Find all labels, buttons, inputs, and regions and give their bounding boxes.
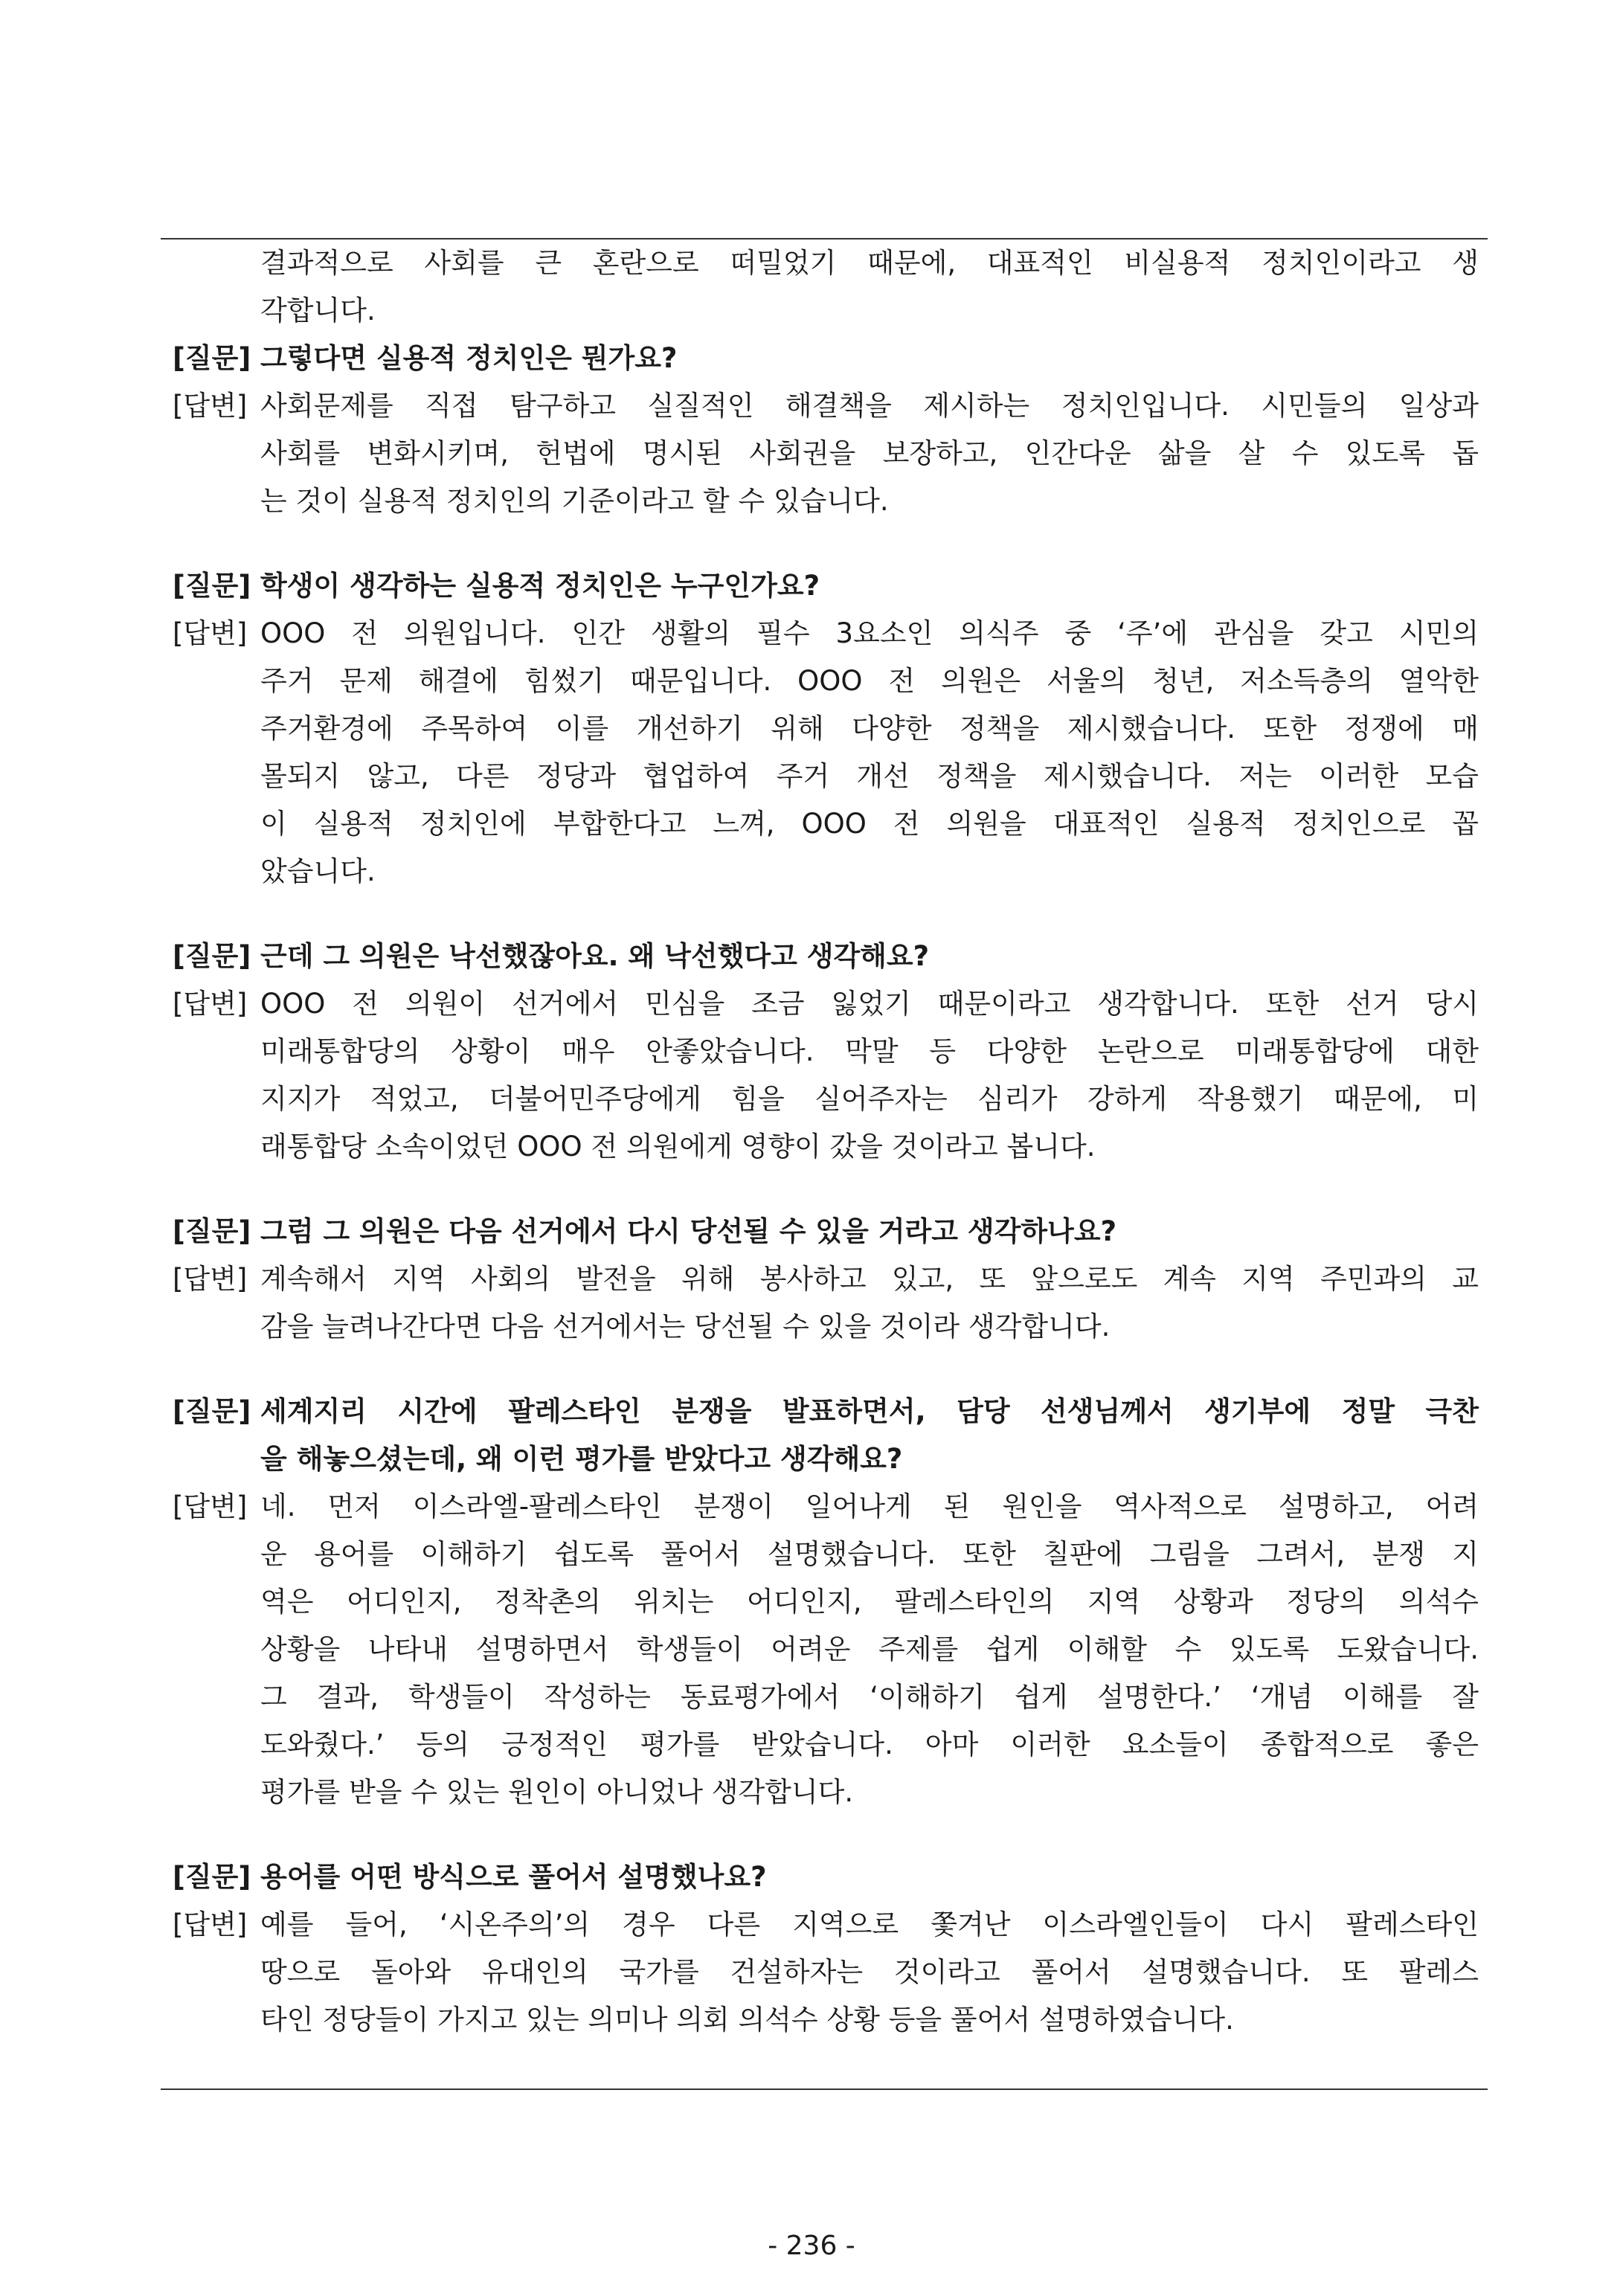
text-line: 역은 어디인지, 정착촌의 위치는 어디인지, 팔레스타인의 지역 상황과 정당의 의석수	[260, 1586, 1479, 1618]
text-line	[173, 1388, 1479, 1435]
text-line: 평가를 받을 수 있는 원인이 아니었나 생각합니다.	[260, 1776, 854, 1808]
text-line: 주거환경에 주목하여 이를 개선하기 위해 다양한 정책을 제시했습니다. 또한 정쟁에 매	[260, 713, 1479, 745]
answer-label: [답변]	[173, 1908, 248, 1940]
paragraph-gap	[173, 1171, 1479, 1208]
answer-block	[173, 1483, 1479, 1816]
answer-label: [답변]	[173, 1263, 248, 1295]
text-line: 이 실용적 정치인에 부합한다고 느껴, OOO 전 의원을 대표적인 실용적 정치인으로 꼽	[260, 808, 1479, 840]
line-text: 학생이 생각하는 실용적 정치인은 누구인가요?	[260, 570, 820, 602]
text-line: 땅으로 돌아와 유대인의 국가를 건설하자는 것이라고 풀어서 설명했습니다. 또 팔레스	[260, 1956, 1479, 1988]
question-block	[173, 933, 1479, 980]
text-line: 각합니다.	[260, 295, 376, 327]
text-line	[173, 1255, 1479, 1303]
answer-block	[173, 1255, 1479, 1351]
text-line: 감을 늘려나간다면 다음 선거에서는 당선될 수 있을 것이라 생각합니다.	[260, 1311, 1111, 1342]
line-text: 근데 그 의원은 낙선했잖아요. 왜 낙선했다고 생각해요?	[260, 940, 930, 972]
text-line: 을 해놓으셨는데, 왜 이런 평가를 받았다고 생각해요?	[260, 1443, 903, 1475]
question-block	[173, 335, 1479, 382]
paragraph-gap	[173, 1351, 1479, 1388]
text-line	[173, 382, 1479, 430]
page-number: - 236 -	[768, 2231, 855, 2261]
question-label: [질문]	[173, 1861, 251, 1893]
text-line: 지지가 적었고, 더불어민주당에게 힘을 실어주자는 심리가 강하게 작용했기 때문에, 미	[260, 1083, 1479, 1115]
question-label: [질문]	[173, 1215, 251, 1247]
text-line: 미래통합당의 상황이 매우 안좋았습니다. 막말 등 다양한 논란으로 미래통합당에 대한	[260, 1035, 1479, 1067]
text-line	[173, 1208, 1479, 1255]
text-line: 주거 문제 해결에 힘썼기 때문입니다. OOO 전 의원은 서울의 청년, 저소득층의 열악한	[260, 665, 1479, 697]
answer-block	[173, 382, 1479, 525]
question-label: [질문]	[173, 940, 251, 972]
text-line	[173, 1483, 1479, 1531]
line-text: 네. 먼저 이스라엘-팔레스타인 분쟁이 일어나게 된 원인을 역사적으로 설명하고, 어려	[260, 1491, 1479, 1522]
text-line: 았습니다.	[260, 855, 376, 887]
line-text: 용어를 어떤 방식으로 풀어서 설명했나요?	[260, 1861, 767, 1893]
answer-block	[173, 980, 1479, 1171]
line-text: 예를 들어, ‘시온주의’의 경우 다른 지역으로 쫓겨난 이스라엘인들이 다시 팔레스타인	[260, 1908, 1479, 1940]
interview-transcript	[173, 239, 1479, 2044]
text-line: 사회를 변화시키며, 헌법에 명시된 사회권을 보장하고, 인간다운 삶을 살 수 있도록 돕	[260, 437, 1479, 469]
answer-block	[173, 610, 1479, 895]
answer-label: [답변]	[173, 390, 248, 422]
line-text: 그렇다면 실용적 정치인은 뭔가요?	[260, 342, 678, 374]
text-line: 몰되지 않고, 다른 정당과 협업하여 주거 개선 정책을 제시했습니다. 저는 이러한 모습	[260, 760, 1479, 792]
paragraph-gap	[173, 1816, 1479, 1853]
text-line: 래통합당 소속이었던 OOO 전 의원에게 영향이 갔을 것이라고 봅니다.	[260, 1131, 1096, 1163]
text-line	[173, 562, 1479, 610]
answer-label: [답변]	[173, 617, 248, 649]
text-line	[173, 1853, 1479, 1901]
text-line: 상황을 나타내 설명하면서 학생들이 어려운 주제를 쉽게 이해할 수 있도록 도왔습니다.	[260, 1633, 1479, 1665]
line-text: OOO 전 의원이 선거에서 민심을 조금 잃었기 때문이라고 생각합니다. 또한 선거 당시	[260, 988, 1479, 1020]
paragraph-gap	[173, 525, 1479, 562]
line-text: 사회문제를 직접 탐구하고 실질적인 해결책을 제시하는 정치인입니다. 시민들의 일상과	[260, 390, 1479, 422]
text-line: 는 것이 실용적 정치인의 기준이라고 할 수 있습니다.	[260, 485, 889, 517]
text-line: 운 용어를 이해하기 쉽도록 풀어서 설명했습니다. 또한 칠판에 그림을 그려서, 분쟁 지	[260, 1538, 1479, 1570]
question-label: [질문]	[173, 1395, 251, 1427]
text-line: 결과적으로 사회를 큰 혼란으로 떠밀었기 때문에, 대표적인 비실용적 정치인이라고 생	[260, 247, 1479, 279]
text-line	[173, 980, 1479, 1028]
text-line: 그 결과, 학생들이 작성하는 동료평가에서 ‘이해하기 쉽게 설명한다.’ ‘개념 이해를 잘	[260, 1681, 1479, 1713]
text-line: 도와줬다.’ 등의 긍정적인 평가를 받았습니다. 아마 이러한 요소들이 종합적으로 좋은	[260, 1729, 1479, 1760]
text-line: 타인 정당들이 가지고 있는 의미나 의회 의석수 상황 등을 풀어서 설명하였습니다.	[260, 2004, 1234, 2036]
paragraph-gap	[173, 895, 1479, 933]
bottom-rule	[161, 2088, 1488, 2090]
question-block	[173, 562, 1479, 610]
answer-label: [답변]	[173, 1491, 248, 1522]
question-label: [질문]	[173, 342, 251, 374]
question-label: [질문]	[173, 570, 251, 602]
line-text: OOO 전 의원입니다. 인간 생활의 필수 3요소인 의식주 중 ‘주’에 관심을 갖고 시민의	[260, 617, 1479, 649]
question-block	[173, 1208, 1479, 1255]
answer-block	[173, 1901, 1479, 2044]
answer-label: [답변]	[173, 988, 248, 1020]
line-text: 계속해서 지역 사회의 발전을 위해 봉사하고 있고, 또 앞으로도 계속 지역 주민과의 교	[260, 1263, 1479, 1295]
question-block	[173, 1388, 1479, 1483]
line-text: 그럼 그 의원은 다음 선거에서 다시 당선될 수 있을 거라고 생각하나요?	[260, 1215, 1117, 1247]
text-line	[173, 610, 1479, 657]
text-line	[173, 1901, 1479, 1949]
line-text: 세계지리 시간에 팔레스타인 분쟁을 발표하면서, 담당 선생님께서 생기부에 정말 극찬	[260, 1395, 1479, 1427]
question-block	[173, 1853, 1479, 1901]
text-line	[173, 335, 1479, 382]
text-line	[173, 933, 1479, 980]
continued-text-block	[173, 239, 1479, 335]
